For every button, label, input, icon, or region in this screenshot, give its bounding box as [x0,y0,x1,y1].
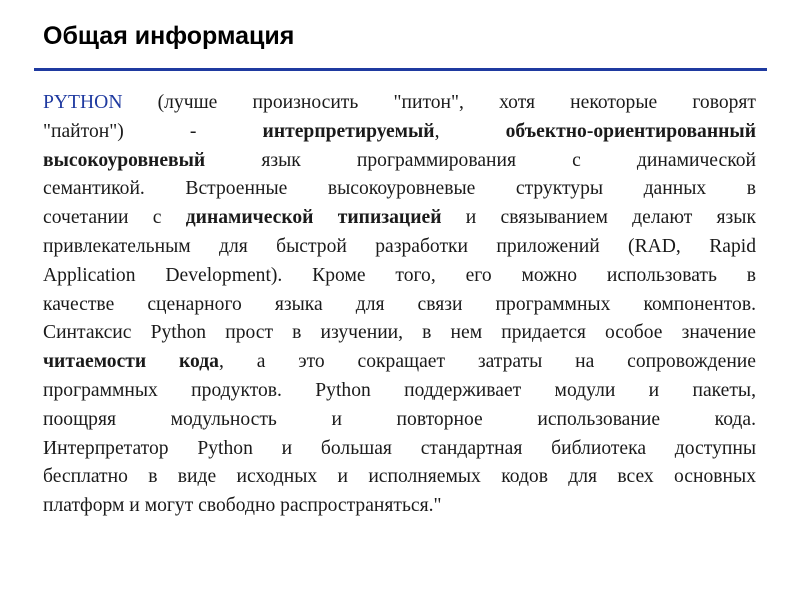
bold-term: читаемости кода [43,351,219,373]
text-line [43,377,756,406]
bold-term: объектно-ориентированный [505,120,756,142]
text-line [43,463,756,492]
keyword-python: PYTHON [43,92,123,113]
text-run: привлекательным для быстрой разработки приложений (RAD, Rapid [43,235,756,257]
text-run: Синтаксис Python прост в изучении, в нем придается особое значение [43,322,756,344]
text-line [43,204,756,233]
text-run: сочетании с [43,207,186,229]
text-line [43,435,756,464]
text-run: , а это сокращает затраты на сопровождение [218,351,756,373]
text-run: Application Development). Кроме того, его можно использовать в [43,264,756,286]
title-divider [34,68,767,71]
text-run: Интерпретатор Python и большая стандартная библиотека доступны [43,437,756,459]
text-line [43,118,756,147]
text-run: , [434,120,506,142]
text-line [43,319,756,348]
text-run: "пайтон") - [43,120,263,142]
bold-term: высокоуровневый [43,149,206,171]
text-line [43,175,756,204]
text-run: семантикой. Встроенные высокоуровневые структуры данных в [43,178,756,200]
text-run: бесплатно в виде исходных и исполняемых кодов для всех основных [43,466,756,488]
text-run: (лучше произносить "питон", хотя некоторые говорят [122,92,756,113]
bold-term: интерпретируемый [262,120,435,142]
text-line [43,348,756,377]
text-run: платформ и могут свободно распространяться." [43,495,442,517]
text-line [43,406,756,435]
body-paragraph [43,89,756,521]
text-line [43,291,756,320]
text-run: качестве сценарного языка для связи программных компонентов. [43,293,756,315]
text-line [43,147,756,176]
slide-title: Общая информация [43,22,295,50]
bold-term: динамической типизацией [185,207,442,229]
text-run: программных продуктов. Python поддерживает модули и пакеты, [43,379,756,401]
text-run: язык программирования с динамической [205,149,756,171]
text-line [43,233,756,262]
text-line [43,262,756,291]
text-line [43,89,756,118]
text-run: поощряя модульность и повторное использование кода. [43,408,756,430]
text-run: и связыванием делают язык [441,207,756,229]
text-line [43,492,756,521]
